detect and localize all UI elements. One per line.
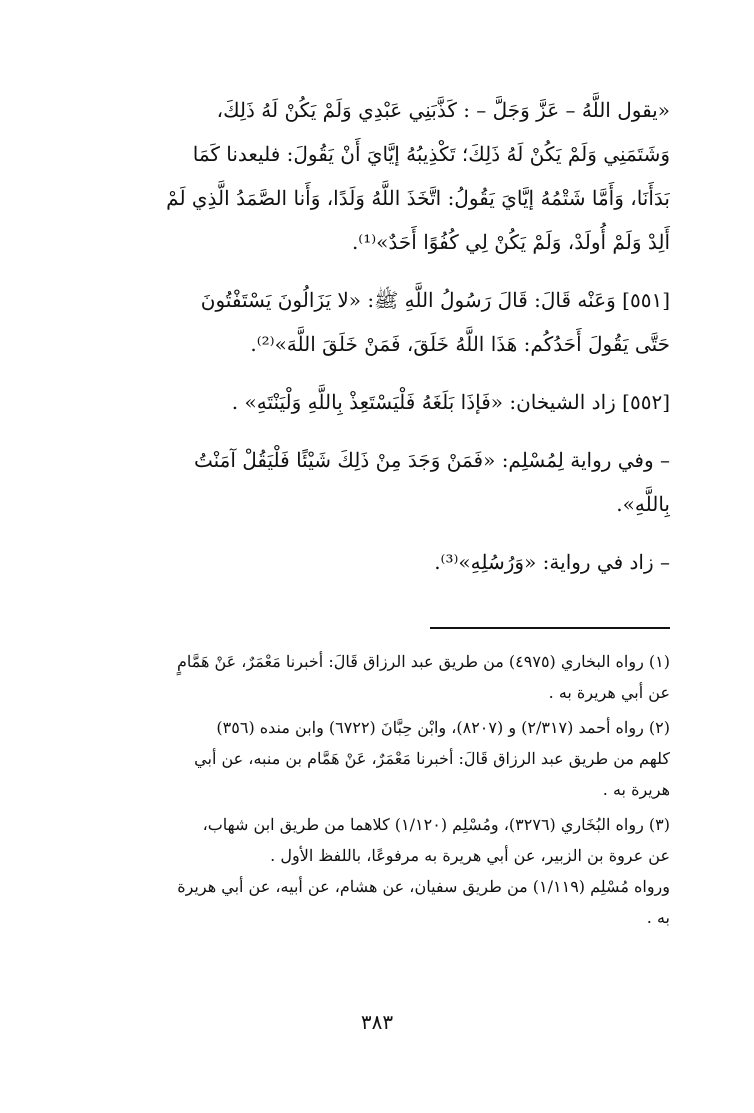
text-line: وَشَتَمَنِي وَلَمْ يَكُنْ لَهُ ذَلِكَ؛ تَكْذِيبُهُ إيَّايَ أَنْ يَقُولَ: فليعدنا كَمَا — [192, 142, 670, 166]
footnote-3 — [92, 809, 670, 933]
text-line: حَتَّى يَقُولَ أَحَدُكُم: هَذَا اللَّهُ خَلَقَ، فَمَنْ خَلَقَ اللَّهَ»⁽²⁾. — [250, 332, 670, 356]
footnote-line: عن عروة بن الزبير، عن أبي هريرة به مرفوعًا، باللفظ الأول . — [270, 846, 670, 865]
footnote-line: عن أبي هريرة به . — [548, 683, 670, 702]
footnote-line: ورواه مُسْلِم (١/١١٩) من طريق سفيان، عن هشام، عن أبيه، عن أبي هريرة — [177, 877, 670, 896]
footnote-line: (١) رواه البخاري (٤٩٧٥) من طريق عبد الرزاق قَالَ: أخبرنا مَعْمَرٌ، عَنْ هَمَّامٍ — [176, 652, 670, 671]
hadith-550-paragraph — [92, 88, 670, 264]
hadith-551-paragraph — [92, 278, 670, 366]
text-line: «يقول اللَّهُ – عَزَّ وَجَلَّ – : كَذَّبَنِي عَبْدِي وَلَمْ يَكُنْ لَهُ ذَلِكَ، — [216, 98, 670, 122]
footnote-line: به . — [646, 908, 670, 927]
footnote-line: هريرة به . — [602, 780, 670, 799]
footnote-line: (٣) رواه البُخَاري (٣٢٧٦)، ومُسْلِم (١/١٢٠) كلاهما من طريق ابن شهاب، — [202, 815, 670, 834]
muslim-variant-paragraph — [92, 438, 670, 526]
hadith-552-paragraph — [92, 380, 670, 424]
footnotes — [92, 646, 670, 937]
footnote-1 — [92, 646, 670, 708]
text-line: – زاد في رواية: «وَرُسُلِهِ»⁽³⁾. — [434, 550, 670, 574]
footnote-line: كلهم من طريق عبد الرزاق قَالَ: أخبرنا مَعْمَرٌ، عَنْ هَمَّام بن منبه، عن أبي — [194, 749, 670, 768]
text-line: [٥٥١] وَعَنْه قَالَ: قَالَ رَسُولُ اللَّهِ ﷺ: «لا يَزَالُونَ يَسْتَفْتُونَ — [200, 288, 670, 312]
text-line: – وفي رواية لِمُسْلِم: «فَمَنْ وَجَدَ مِنْ ذَلِكَ شَيْئًا فَلْيَقُلْ آمَنْتُ — [193, 448, 670, 472]
addition-paragraph — [92, 540, 670, 584]
footnote-separator — [430, 627, 670, 629]
page-number: ٣٨٣ — [360, 1010, 394, 1034]
main-text — [92, 88, 670, 598]
text-line: بَدَأَنَا، وَأَمَّا شَتْمُهُ إيَّايَ يَقُولُ: اتَّخَذَ اللَّهُ وَلَدًا، وَأَنا الصَّمَدُ الَّذِي لَمْ — [166, 186, 670, 210]
text-line: [٥٥٢] زاد الشيخان: «فَإذَا بَلَغَهُ فَلْيَسْتَعِذْ بِاللَّهِ وَلْيَنْتَهِ» . — [231, 390, 670, 414]
text-line: أَلِدْ وَلَمْ أُولَدْ، وَلَمْ يَكُنْ لِي كُفُوًا أَحَدٌ»⁽¹⁾. — [351, 230, 670, 254]
text-line: بِاللَّهِ». — [616, 492, 670, 516]
footnote-line: (٢) رواه أحمد (٢/٣١٧) و (٨٢٠٧)، وابْن حِبَّانَ (٦٧٢٢) وابن منده (٣٥٦) — [216, 718, 670, 737]
footnote-2 — [92, 712, 670, 805]
